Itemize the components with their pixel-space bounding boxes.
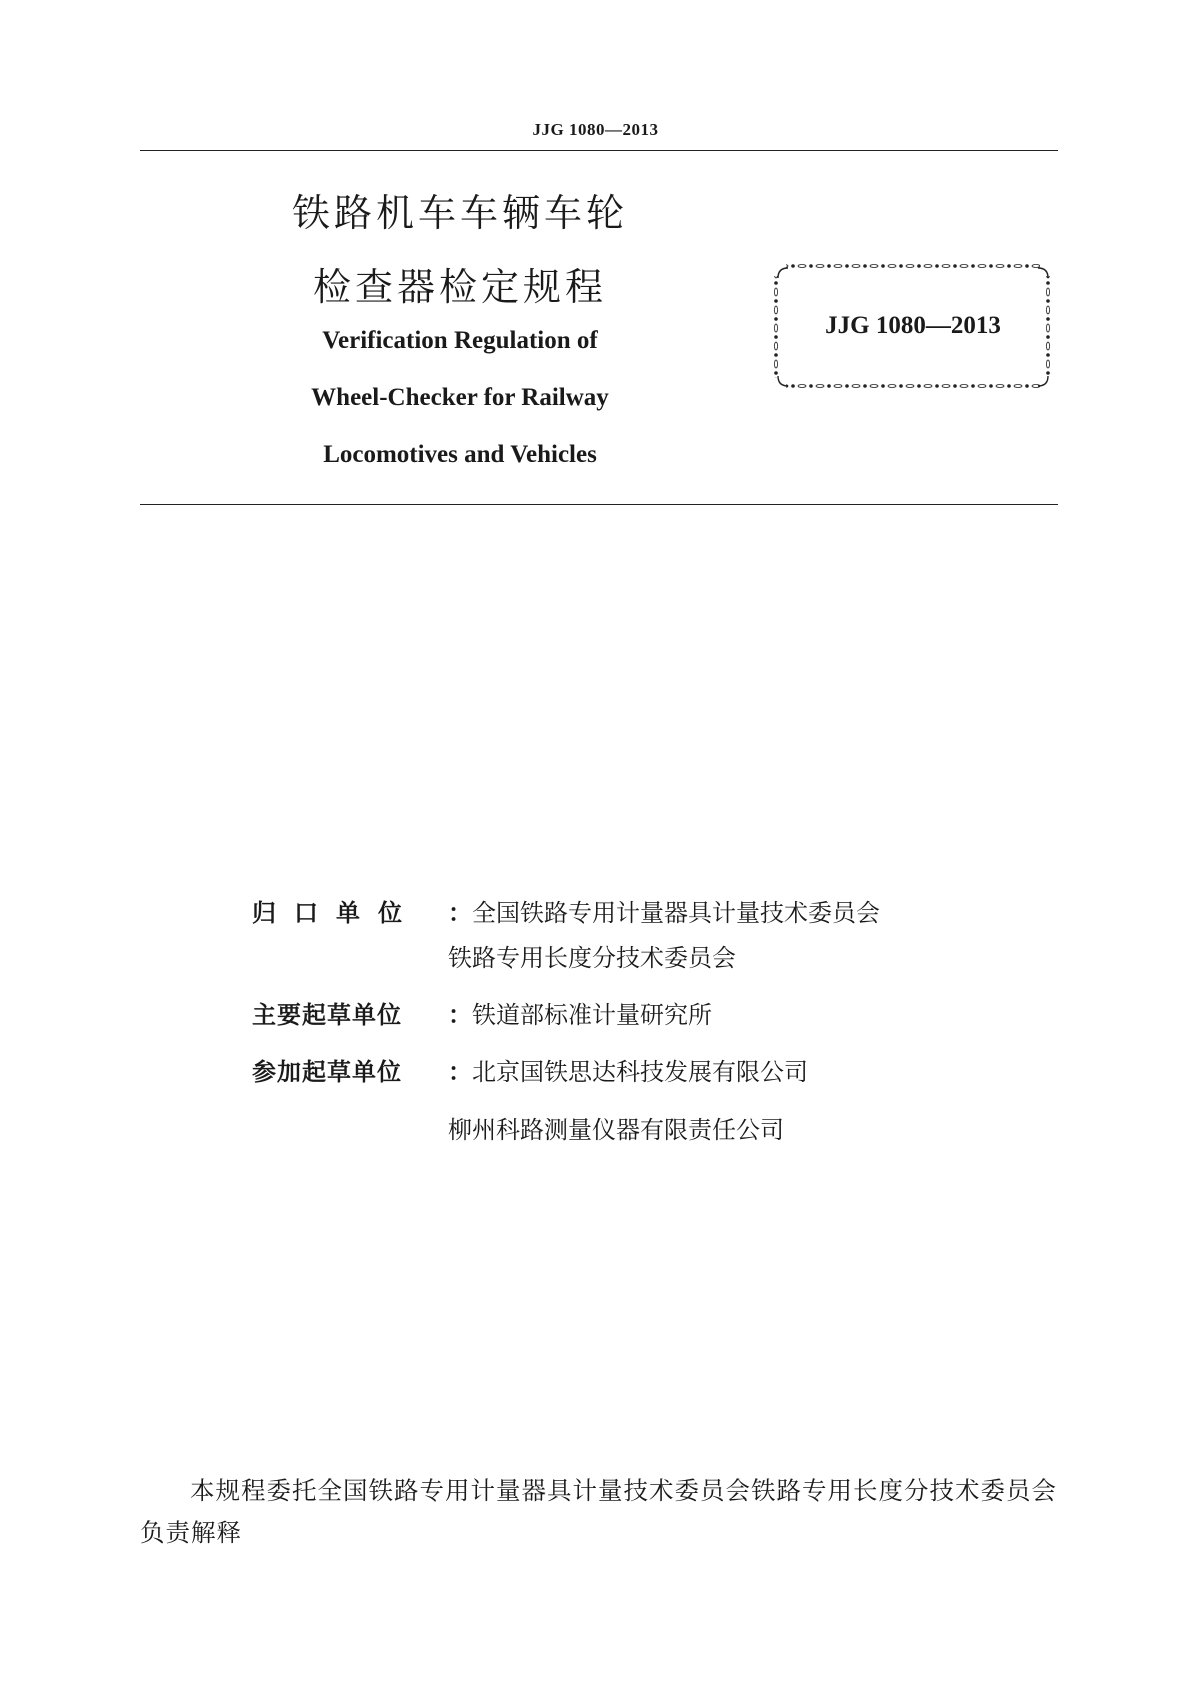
en-title-line-3: Locomotives and Vehicles: [323, 441, 597, 468]
responsible-unit-colon: ：: [448, 899, 472, 927]
main-drafting-unit-label: 主要起草单位: [252, 1001, 402, 1029]
header-standard-code: JJG 1080—2013: [532, 120, 659, 139]
responsible-unit-value-1: 全国铁路专用计量器具计量技术委员会: [472, 899, 880, 927]
participating-unit-value-1: 北京国铁思达科技发展有限公司: [472, 1058, 808, 1086]
responsible-unit-label: 归口单位: [252, 899, 420, 927]
en-title-line-1: Verification Regulation of: [322, 327, 598, 354]
interpretation-note: 本规程委托全国铁路专用计量器具计量技术委员会铁路专用长度分技术委员会负责解释: [140, 1476, 1057, 1547]
main-drafting-unit-row: [252, 995, 712, 1030]
main-drafting-unit-value: 铁道部标准计量研究所: [472, 1001, 712, 1029]
cn-title-line-2: 检查器检定规程: [312, 265, 607, 309]
participating-unit-value-2: 柳州科路测量仪器有限责任公司: [448, 1116, 784, 1144]
standard-code-box: [772, 262, 1054, 392]
participating-unit-row: [252, 1052, 808, 1087]
participating-unit-colon: ：: [448, 1058, 472, 1086]
standard-code-box-text: JJG 1080—2013: [825, 312, 1001, 339]
main-drafting-unit-colon: ：: [448, 1001, 472, 1029]
bottom-divider: [140, 504, 1058, 505]
en-title-line-2: Wheel-Checker for Railway: [311, 384, 609, 411]
cn-title-line-1: 铁路机车车辆车轮: [291, 191, 628, 235]
participating-unit-label: 参加起草单位: [252, 1058, 402, 1086]
responsible-unit-row: [252, 893, 880, 928]
top-divider: [140, 150, 1058, 151]
responsible-unit-value-2: 铁路专用长度分技术委员会: [448, 944, 736, 972]
